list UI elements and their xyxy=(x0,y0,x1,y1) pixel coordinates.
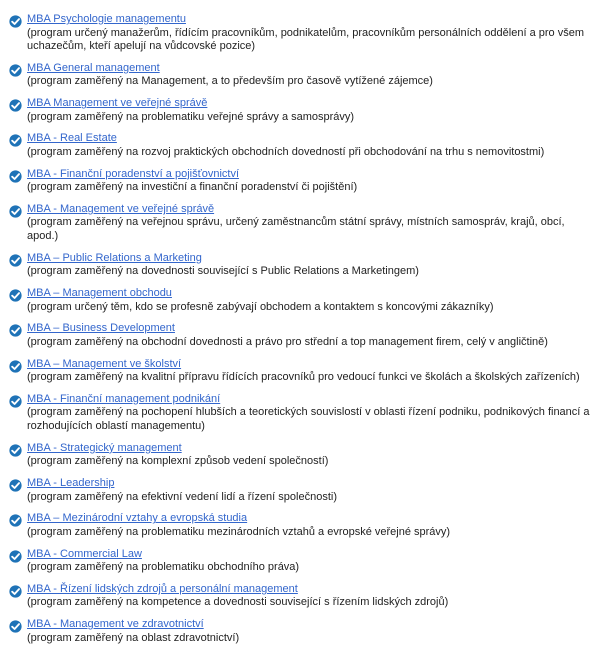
check-circle-icon xyxy=(9,514,22,527)
program-description: (program zaměřený na problematiku mezinárodních vztahů a evropské veřejné správy) xyxy=(27,525,451,538)
program-description: (program zaměřený na komplexní způsob vedení společností) xyxy=(27,455,329,468)
program-description: (program zaměřený na kompetence a dovednosti související s řízením lidských zdrojů) xyxy=(27,596,449,609)
program-link[interactable]: MBA General management xyxy=(27,61,160,74)
program-link[interactable]: MBA – Management obchodu xyxy=(27,287,172,300)
check-circle-icon xyxy=(9,289,22,302)
program-link[interactable]: MBA – Business Development xyxy=(27,322,175,335)
check-circle-icon xyxy=(9,170,22,183)
program-link[interactable]: MBA - Řízení lidských zdrojů a personální management xyxy=(27,582,298,595)
list-item xyxy=(0,13,604,54)
program-description: (program zaměřený na efektivní vedení lidí a řízení společnosti) xyxy=(27,490,337,503)
program-description: (program zaměřený na problematiku veřejné správy a samosprávy) xyxy=(27,110,355,123)
program-description: (program zaměřený na investiční a finanční poradenství či pojištění) xyxy=(27,181,358,194)
list-item xyxy=(0,252,604,279)
program-description: (program zaměřený na obchodní dovednosti a právo pro střední a top management firem, celý v angličtině) xyxy=(27,335,548,348)
program-link[interactable]: MBA - Finanční management podnikání xyxy=(27,392,221,405)
program-description: (program zaměřený na rozvoj praktických obchodních dovedností při obchodování na trhu s nemovitostmi) xyxy=(27,145,545,158)
program-link[interactable]: MBA - Commercial Law xyxy=(27,547,142,560)
list-item xyxy=(0,442,604,469)
list-item xyxy=(0,132,604,159)
program-description: (program zaměřený na pochopení hlubších a teoretických souvislostí v oblasti řízení podniku, podnikových financí a rozhodujících oblastí managementu) xyxy=(27,406,590,432)
program-description: (program zaměřený na kvalitní přípravu řídících pracovníků pro vedoucí funkci ve školách a školských zařízeních) xyxy=(27,371,580,384)
list-item xyxy=(0,322,604,349)
list-item xyxy=(0,548,604,575)
program-description: (program určený těm, kdo se profesně zabývají obchodem a kontaktem s koncovými zákazníky) xyxy=(27,300,494,313)
check-circle-icon xyxy=(9,395,22,408)
program-description: (program zaměřený na problematiku obchodního práva) xyxy=(27,561,300,574)
program-link[interactable]: MBA – Mezinárodní vztahy a evropská studia xyxy=(27,512,248,525)
list-item xyxy=(0,512,604,539)
program-link[interactable]: MBA - Management ve zdravotnictví xyxy=(27,618,204,631)
program-link[interactable]: MBA Management ve veřejné správě xyxy=(27,97,208,110)
check-circle-icon xyxy=(9,585,22,598)
program-link[interactable]: MBA Psychologie managementu xyxy=(27,13,186,25)
check-circle-icon xyxy=(9,444,22,457)
check-circle-icon xyxy=(9,64,22,77)
check-circle-icon xyxy=(9,134,22,147)
check-circle-icon xyxy=(9,550,22,563)
list-item xyxy=(0,618,604,645)
program-link[interactable]: MBA - Leadership xyxy=(27,477,115,490)
check-circle-icon xyxy=(9,254,22,267)
check-circle-icon xyxy=(9,205,22,218)
program-link[interactable]: MBA - Strategický management xyxy=(27,441,182,454)
list-item xyxy=(0,62,604,89)
check-circle-icon xyxy=(9,360,22,373)
list-item xyxy=(0,583,604,610)
program-link[interactable]: MBA - Management ve veřejné správě xyxy=(27,202,215,215)
check-circle-icon xyxy=(9,15,22,28)
list-item xyxy=(0,477,604,504)
check-circle-icon xyxy=(9,620,22,633)
check-circle-icon xyxy=(9,479,22,492)
program-description: (program zaměřený na Management, a to především pro časově vytížené zájemce) xyxy=(27,75,433,88)
list-item xyxy=(0,393,604,434)
check-circle-icon xyxy=(9,324,22,337)
list-item xyxy=(0,168,604,195)
list-item xyxy=(0,358,604,385)
program-link[interactable]: MBA – Management ve školství xyxy=(27,357,182,370)
program-link[interactable]: MBA - Finanční poradenství a pojišťovnictví xyxy=(27,167,240,180)
program-description: (program zaměřený na oblast zdravotnictví) xyxy=(27,631,240,644)
program-link[interactable]: MBA - Real Estate xyxy=(27,132,117,145)
list-item xyxy=(0,287,604,314)
program-description: (program určený manažerům, řídícím pracovníkům, podnikatelům, pracovníkům personálních oddělení a pro všem uchazečům, kteří apelují na vůdcovské pozice) xyxy=(27,26,584,52)
list-item xyxy=(0,203,604,244)
check-circle-icon xyxy=(9,99,22,112)
program-description: (program zaměřený na veřejnou správu, určený zaměstnancům státní správy, místních samospráv, krajů, obcí, apod.) xyxy=(27,216,565,242)
program-description: (program zaměřený na dovednosti související s Public Relations a Marketingem) xyxy=(27,265,419,278)
list-item xyxy=(0,97,604,124)
program-link[interactable]: MBA – Public Relations a Marketing xyxy=(27,251,202,264)
